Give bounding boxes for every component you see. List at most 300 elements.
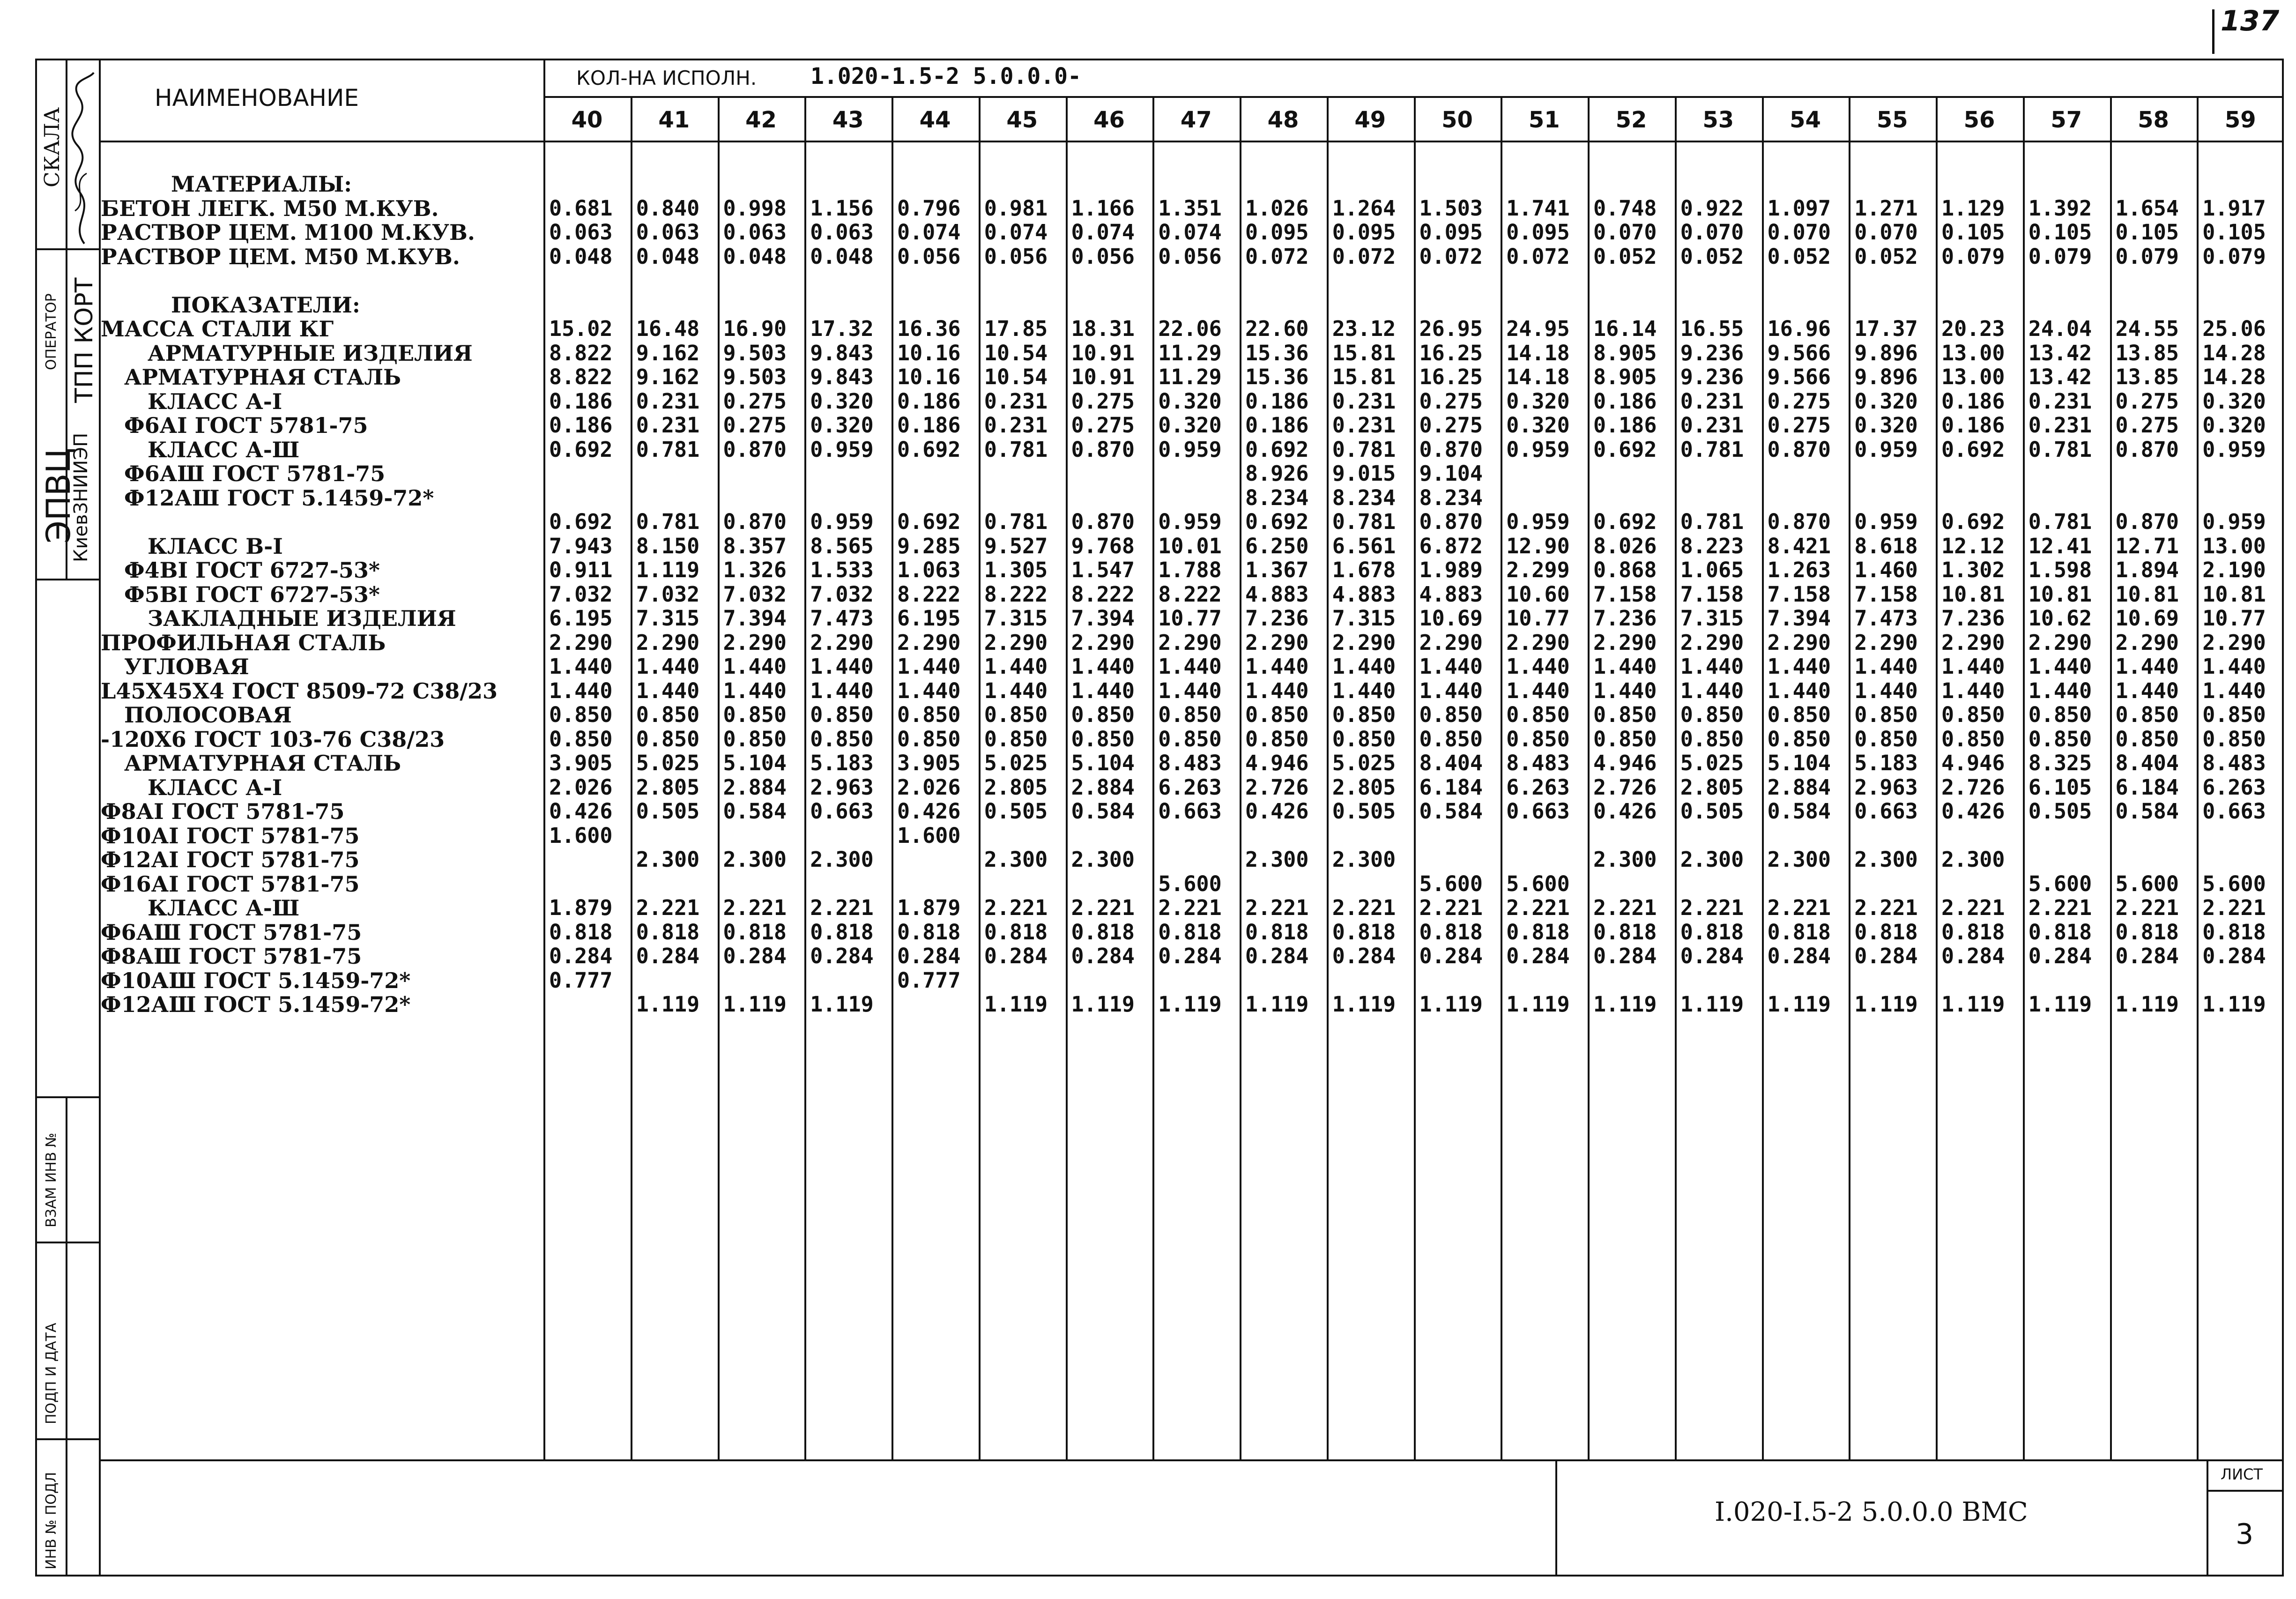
value-cell: 0.284	[2202, 944, 2266, 968]
value-cell: 0.320	[1158, 413, 1222, 438]
value-cell: 0.818	[2202, 919, 2266, 945]
value-cell: 0.320	[1506, 388, 1570, 414]
value-cell: 0.850	[1680, 702, 1744, 727]
value-cell: 2.884	[723, 774, 787, 800]
value-cell: 0.070	[1854, 220, 1918, 245]
value-cell: 2.221	[1332, 895, 1396, 920]
value-cell: 0.850	[1854, 702, 1918, 727]
column-number: 59	[2224, 107, 2256, 133]
value-cell: 0.426	[1941, 799, 2005, 824]
value-cell: 1.440	[1767, 654, 1831, 679]
value-cell: 0.850	[549, 726, 613, 751]
value-cell: 0.072	[1245, 244, 1309, 269]
value-cell: 0.781	[984, 437, 1048, 462]
value-cell: 7.394	[1071, 606, 1135, 631]
value-cell: 2.884	[1071, 774, 1135, 800]
value-cell: 0.663	[2202, 799, 2266, 824]
row-name: ПОЛОСОВАЯ	[124, 702, 292, 728]
column-divider	[1762, 96, 1764, 1459]
column-number: 40	[571, 107, 603, 133]
value-cell: 0.320	[810, 413, 874, 438]
value-cell: 10.16	[897, 364, 961, 389]
value-cell: 2.221	[1593, 895, 1657, 920]
value-cell: 1.119	[1593, 992, 1657, 1017]
value-cell: 0.231	[984, 388, 1048, 414]
value-cell: 0.850	[897, 702, 961, 727]
value-cell: 1.440	[1158, 678, 1222, 703]
value-cell: 0.186	[549, 413, 613, 438]
value-cell: 0.818	[1332, 919, 1396, 945]
value-cell: 0.079	[2115, 244, 2179, 269]
value-cell: 9.162	[636, 340, 700, 365]
value-cell: 0.692	[1593, 437, 1657, 462]
value-cell: 5.600	[2115, 871, 2179, 896]
page-number: 137	[2221, 5, 2280, 37]
value-cell: 1.440	[549, 654, 613, 679]
value-cell: 2.221	[1245, 895, 1309, 920]
value-cell: 2.221	[1419, 895, 1483, 920]
value-cell: 10.54	[984, 340, 1048, 365]
row-name: КЛАСС А-Ш	[148, 895, 300, 921]
value-cell: 1.440	[636, 678, 700, 703]
value-cell: 1.440	[2028, 654, 2092, 679]
value-cell: 1.440	[723, 654, 787, 679]
value-cell: 1.119	[1767, 992, 1831, 1017]
value-cell: 0.095	[1419, 220, 1483, 245]
value-cell: 0.959	[1158, 437, 1222, 462]
value-cell: 10.81	[2202, 581, 2266, 607]
value-cell: 6.263	[1158, 774, 1222, 800]
value-cell: 1.119	[1854, 992, 1918, 1017]
value-cell: 16.14	[1593, 316, 1657, 341]
value-cell: 0.284	[636, 944, 700, 968]
value-cell: 17.37	[1854, 316, 1918, 341]
value-cell: 1.302	[1941, 558, 2005, 582]
value-cell: 1.026	[1245, 195, 1309, 221]
value-cell: 9.162	[636, 364, 700, 389]
value-cell: 8.222	[1071, 581, 1135, 607]
value-cell: 0.850	[2028, 726, 2092, 751]
value-cell: 10.77	[2202, 606, 2266, 631]
value-cell: 0.850	[984, 702, 1048, 727]
column-number: 47	[1180, 107, 1212, 133]
value-cell: 6.195	[897, 606, 961, 631]
value-cell: 7.236	[1941, 606, 2005, 631]
value-cell: 1.440	[1680, 654, 1744, 679]
value-cell: 0.074	[984, 220, 1048, 245]
stamp-operator: ОПЕРАТОР	[43, 293, 59, 370]
value-cell: 0.818	[2028, 919, 2092, 945]
value-cell: 0.284	[723, 944, 787, 968]
value-cell: 0.681	[549, 195, 613, 221]
value-cell: 6.184	[1419, 774, 1483, 800]
row-name: КЛАСС А-Ш	[148, 437, 300, 462]
value-cell: 2.190	[2202, 558, 2266, 582]
value-cell: 0.692	[1941, 509, 2005, 534]
value-cell: 0.781	[984, 509, 1048, 534]
value-cell: 0.320	[1158, 388, 1222, 414]
column-number: 44	[919, 107, 951, 133]
value-cell: 8.483	[1506, 751, 1570, 775]
value-cell: 0.818	[810, 919, 874, 945]
value-cell: 0.850	[1419, 726, 1483, 751]
value-cell: 0.231	[1332, 413, 1396, 438]
value-cell: 1.440	[1332, 654, 1396, 679]
value-cell: 2.300	[1941, 847, 2005, 872]
value-cell: 0.056	[897, 244, 961, 269]
value-cell: 0.275	[1071, 388, 1135, 414]
value-cell: 0.850	[2115, 726, 2179, 751]
column-number: 48	[1267, 107, 1299, 133]
value-cell: 0.959	[1854, 509, 1918, 534]
value-cell: 16.25	[1419, 364, 1483, 389]
value-cell: 0.818	[549, 919, 613, 945]
value-cell: 2.300	[723, 847, 787, 872]
value-cell: 0.850	[1680, 726, 1744, 751]
value-cell: 7.158	[1767, 581, 1831, 607]
value-cell: 8.404	[2115, 751, 2179, 775]
value-cell: 2.300	[984, 847, 1048, 872]
column-number: 58	[2138, 107, 2169, 133]
value-cell: 2.026	[897, 774, 961, 800]
value-cell: 1.440	[2202, 678, 2266, 703]
value-cell: 0.275	[2115, 388, 2179, 414]
value-cell: 8.325	[2028, 751, 2092, 775]
value-cell: 0.998	[723, 195, 787, 221]
value-cell: 0.284	[1767, 944, 1831, 968]
value-cell: 0.870	[2115, 437, 2179, 462]
value-cell: 0.818	[1158, 919, 1222, 945]
value-cell: 0.959	[2202, 437, 2266, 462]
value-cell: 2.300	[1767, 847, 1831, 872]
value-cell: 0.275	[1071, 413, 1135, 438]
stamp-tpp: ТПП КОРТ	[70, 277, 98, 403]
value-cell: 0.781	[1332, 509, 1396, 534]
value-cell: 0.284	[1071, 944, 1135, 968]
value-cell: 0.870	[1767, 509, 1831, 534]
value-cell: 2.290	[636, 630, 700, 655]
value-cell: 4.946	[1245, 751, 1309, 775]
row-name: Ф6АШ ГОСТ 5781-75	[101, 919, 362, 945]
value-cell: 12.12	[1941, 533, 2005, 558]
value-cell: 0.070	[1767, 220, 1831, 245]
value-cell: 7.236	[1245, 606, 1309, 631]
value-cell: 2.221	[2202, 895, 2266, 920]
value-cell: 16.96	[1767, 316, 1831, 341]
value-cell: 0.074	[1158, 220, 1222, 245]
value-cell: 2.221	[636, 895, 700, 920]
value-cell: 4.883	[1245, 581, 1309, 607]
value-cell: 2.300	[1071, 847, 1135, 872]
value-cell: 2.221	[1071, 895, 1135, 920]
value-cell: 5.183	[1854, 751, 1918, 775]
value-cell: 6.195	[549, 606, 613, 631]
value-cell: 0.850	[1332, 702, 1396, 727]
value-cell: 0.275	[1767, 413, 1831, 438]
column-number: 45	[1006, 107, 1038, 133]
value-cell: 8.222	[1158, 581, 1222, 607]
value-cell: 0.781	[1680, 437, 1744, 462]
value-cell: 0.052	[1680, 244, 1744, 269]
column-number: 51	[1528, 107, 1560, 133]
strip-rule	[35, 1242, 101, 1243]
value-cell: 8.404	[1419, 751, 1483, 775]
value-cell: 0.850	[1767, 726, 1831, 751]
value-cell: 0.505	[1332, 799, 1396, 824]
value-cell: 2.221	[723, 895, 787, 920]
value-cell: 0.320	[2202, 388, 2266, 414]
value-cell: 0.850	[1941, 726, 2005, 751]
value-cell: 9.566	[1767, 340, 1831, 365]
value-cell: 0.870	[1419, 437, 1483, 462]
value-cell: 1.065	[1680, 558, 1744, 582]
value-cell: 7.315	[1332, 606, 1396, 631]
value-cell: 0.850	[1941, 702, 2005, 727]
strip-rule	[35, 248, 101, 250]
value-cell: 14.28	[2202, 364, 2266, 389]
row-name: Ф6АI ГОСТ 5781-75	[124, 413, 368, 438]
value-cell: 0.850	[2202, 726, 2266, 751]
value-cell: 8.565	[810, 533, 874, 558]
value-cell: 0.692	[549, 437, 613, 462]
value-cell: 7.236	[1593, 606, 1657, 631]
value-cell: 0.959	[1506, 437, 1570, 462]
value-cell: 0.663	[1158, 799, 1222, 824]
value-cell: 0.052	[1767, 244, 1831, 269]
row-name: АРМАТУРНАЯ СТАЛЬ	[124, 751, 401, 776]
value-cell: 22.60	[1245, 316, 1309, 341]
title-block-sheet-label: ЛИСТ	[2221, 1465, 2263, 1483]
page-number-tick	[2212, 9, 2214, 54]
value-cell: 0.850	[1071, 702, 1135, 727]
value-cell: 0.781	[2028, 437, 2092, 462]
value-cell: 2.963	[1854, 774, 1918, 800]
value-cell: 0.426	[1593, 799, 1657, 824]
value-cell: 2.290	[1593, 630, 1657, 655]
value-cell: 0.070	[1593, 220, 1657, 245]
value-cell: 8.822	[549, 364, 613, 389]
value-cell: 0.284	[1332, 944, 1396, 968]
value-cell: 8.483	[1158, 751, 1222, 775]
value-cell: 8.234	[1245, 485, 1309, 510]
value-cell: 2.221	[1854, 895, 1918, 920]
value-cell: 2.290	[723, 630, 787, 655]
value-cell: 7.032	[636, 581, 700, 607]
value-cell: 7.394	[723, 606, 787, 631]
value-cell: 12.41	[2028, 533, 2092, 558]
value-cell: 2.221	[1680, 895, 1744, 920]
value-cell: 0.818	[636, 919, 700, 945]
value-cell: 0.284	[1941, 944, 2005, 968]
value-cell: 7.032	[723, 581, 787, 607]
value-cell: 0.850	[2115, 702, 2179, 727]
row-name: Ф8АI ГОСТ 5781-75	[101, 799, 345, 824]
header-name-label: НАИМЕНОВАНИЕ	[155, 84, 359, 112]
row-name: ПОКАЗАТЕЛИ:	[171, 292, 360, 318]
value-cell: 0.284	[1854, 944, 1918, 968]
value-cell: 8.234	[1419, 485, 1483, 510]
value-cell: 1.440	[1854, 654, 1918, 679]
value-cell: 0.818	[897, 919, 961, 945]
value-cell: 0.320	[1506, 413, 1570, 438]
row-name: МАССА СТАЛИ КГ	[101, 316, 334, 342]
row-name: L45Х45Х4 ГОСТ 8509-72 С38/23	[101, 678, 498, 704]
value-cell: 7.158	[1854, 581, 1918, 607]
value-cell: 1.503	[1419, 195, 1483, 221]
value-cell: 0.870	[723, 437, 787, 462]
value-cell: 8.421	[1767, 533, 1831, 558]
value-cell: 0.777	[549, 967, 613, 993]
value-cell: 8.150	[636, 533, 700, 558]
value-cell: 0.850	[1071, 726, 1135, 751]
value-cell: 1.440	[1158, 654, 1222, 679]
value-cell: 0.284	[1506, 944, 1570, 968]
value-cell: 2.290	[549, 630, 613, 655]
signature-scribble	[66, 70, 101, 248]
value-cell: 0.284	[1680, 944, 1744, 968]
value-cell: 1.166	[1071, 195, 1135, 221]
value-cell: 20.23	[1941, 316, 2005, 341]
value-cell: 7.394	[1767, 606, 1831, 631]
value-cell: 0.505	[984, 799, 1048, 824]
value-cell: 0.320	[810, 388, 874, 414]
value-cell: 0.850	[549, 702, 613, 727]
value-cell: 2.221	[2115, 895, 2179, 920]
value-cell: 10.81	[2115, 581, 2179, 607]
value-cell: 5.025	[1680, 751, 1744, 775]
value-cell: 0.850	[1854, 726, 1918, 751]
value-cell: 2.221	[1506, 895, 1570, 920]
column-divider	[1849, 96, 1850, 1459]
value-cell: 0.959	[810, 509, 874, 534]
value-cell: 0.048	[810, 244, 874, 269]
value-cell: 16.25	[1419, 340, 1483, 365]
stamp-podp: ПОДП И ДАТА	[43, 1323, 59, 1424]
value-cell: 1.440	[984, 678, 1048, 703]
value-cell: 0.818	[1854, 919, 1918, 945]
value-cell: 4.883	[1332, 581, 1396, 607]
value-cell: 24.04	[2028, 316, 2092, 341]
value-cell: 0.072	[1506, 244, 1570, 269]
row-name: Ф16АI ГОСТ 5781-75	[101, 871, 360, 897]
column-divider	[2023, 96, 2025, 1459]
value-cell: 0.584	[1419, 799, 1483, 824]
value-cell: 1.264	[1332, 195, 1396, 221]
column-number: 43	[832, 107, 864, 133]
value-cell: 3.905	[549, 751, 613, 775]
row-name: Ф10АШ ГОСТ 5.1459-72*	[101, 967, 411, 993]
row-name: ЗАКЛАДНЫЕ ИЗДЕЛИЯ	[148, 606, 456, 631]
value-cell: 0.850	[636, 702, 700, 727]
strip-rule	[35, 1096, 101, 1098]
value-cell: 0.186	[1941, 413, 2005, 438]
value-cell: 2.290	[810, 630, 874, 655]
value-cell: 0.426	[1245, 799, 1309, 824]
column-divider	[2197, 96, 2199, 1459]
value-cell: 0.048	[636, 244, 700, 269]
value-cell: 2.290	[1071, 630, 1135, 655]
value-cell: 0.584	[1071, 799, 1135, 824]
value-cell: 10.60	[1506, 581, 1570, 607]
value-cell: 0.231	[2028, 388, 2092, 414]
value-cell: 2.221	[1941, 895, 2005, 920]
value-cell: 1.263	[1767, 558, 1831, 582]
value-cell: 1.440	[810, 654, 874, 679]
value-cell: 0.072	[1332, 244, 1396, 269]
value-cell: 10.81	[1941, 581, 2005, 607]
value-cell: 0.959	[1854, 437, 1918, 462]
value-cell: 2.300	[636, 847, 700, 872]
value-cell: 0.692	[1593, 509, 1657, 534]
value-cell: 0.663	[810, 799, 874, 824]
value-cell: 10.54	[984, 364, 1048, 389]
value-cell: 2.300	[1680, 847, 1744, 872]
value-cell: 0.663	[1506, 799, 1570, 824]
value-cell: 0.981	[984, 195, 1048, 221]
value-cell: 0.870	[723, 509, 787, 534]
row-name: -120Х6 ГОСТ 103-76 С38/23	[101, 726, 445, 752]
value-cell: 0.850	[1158, 702, 1222, 727]
value-cell: 1.440	[810, 678, 874, 703]
stamp-epvts: ЭПВЦ	[39, 448, 78, 543]
row-name: БЕТОН ЛЕГК. М50 М.КУВ.	[101, 195, 439, 221]
value-cell: 2.290	[1158, 630, 1222, 655]
value-cell: 0.868	[1593, 558, 1657, 582]
value-cell: 1.119	[723, 992, 787, 1017]
value-cell: 0.584	[2115, 799, 2179, 824]
column-divider	[892, 96, 893, 1459]
value-cell: 15.36	[1245, 340, 1309, 365]
value-cell: 0.818	[984, 919, 1048, 945]
value-cell: 0.231	[636, 413, 700, 438]
value-cell: 0.052	[1854, 244, 1918, 269]
value-cell: 0.186	[549, 388, 613, 414]
value-cell: 5.600	[2202, 871, 2266, 896]
value-cell: 1.440	[1419, 678, 1483, 703]
value-cell: 6.561	[1332, 533, 1396, 558]
value-cell: 0.922	[1680, 195, 1744, 221]
value-cell: 1.119	[1071, 992, 1135, 1017]
value-cell: 1.600	[549, 823, 613, 848]
value-cell: 1.440	[2115, 678, 2179, 703]
value-cell: 0.818	[1941, 919, 2005, 945]
value-cell: 10.16	[897, 340, 961, 365]
value-cell: 14.18	[1506, 340, 1570, 365]
row-name: КЛАСС В-I	[148, 533, 283, 559]
value-cell: 10.69	[1419, 606, 1483, 631]
column-number: 50	[1442, 107, 1473, 133]
column-divider	[1588, 96, 1590, 1459]
value-cell: 5.600	[1158, 871, 1222, 896]
value-cell: 1.894	[2115, 558, 2179, 582]
value-cell: 9.236	[1680, 364, 1744, 389]
column-divider	[1414, 96, 1416, 1459]
value-cell: 1.119	[636, 992, 700, 1017]
value-cell: 0.818	[1767, 919, 1831, 945]
value-cell: 0.818	[1419, 919, 1483, 945]
row-name: Ф4ВI ГОСТ 6727-53*	[124, 558, 380, 583]
value-cell: 8.222	[984, 581, 1048, 607]
title-block-divider	[1555, 1459, 1557, 1577]
row-name: Ф10АI ГОСТ 5781-75	[101, 823, 360, 848]
value-cell: 0.063	[549, 220, 613, 245]
column-divider	[1501, 96, 1502, 1459]
value-cell: 11.29	[1158, 340, 1222, 365]
value-cell: 1.741	[1506, 195, 1570, 221]
value-cell: 1.119	[2115, 992, 2179, 1017]
value-cell: 0.584	[723, 799, 787, 824]
value-cell: 10.77	[1506, 606, 1570, 631]
